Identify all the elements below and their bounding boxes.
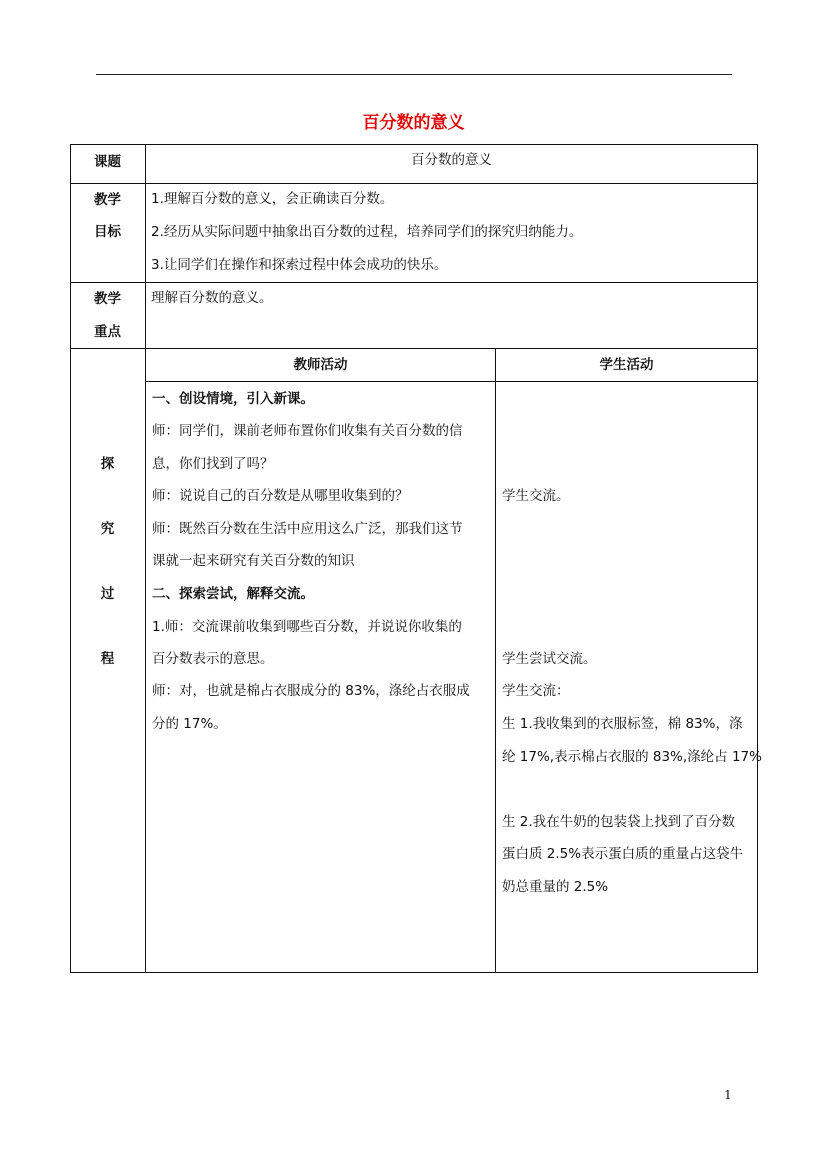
student-line: 学生交流。 [502, 488, 570, 504]
student-line: 生 2.我在牛奶的包装袋上找到了百分数 [502, 814, 736, 830]
process-label: 程 [100, 651, 115, 667]
topic-label: 课题 [94, 154, 121, 170]
process-label: 探 [100, 456, 115, 472]
topic-value: 百分数的意义 [411, 152, 492, 168]
lesson-plan-table [70, 144, 762, 974]
table-border-left [70, 144, 71, 973]
row-divider [145, 381, 758, 382]
focus-label: 重点 [94, 324, 121, 340]
teacher-line: 1.师：交流课前收集到哪些百分数，并说说你收集的 [152, 619, 462, 635]
goals-label: 目标 [94, 224, 121, 240]
row-divider [70, 282, 758, 283]
teacher-line: 百分数表示的意思。 [152, 651, 274, 667]
goal-item: 3.让同学们在操作和探索过程中体会成功的快乐。 [151, 257, 448, 273]
row-divider [70, 348, 758, 349]
table-border-right [757, 144, 758, 973]
process-label: 过 [100, 586, 115, 602]
student-activity-header: 学生活动 [599, 357, 654, 373]
student-line: 奶总重量的 2.5% [502, 879, 609, 895]
table-border-top [70, 144, 758, 145]
teacher-line: 师：既然百分数在生活中应用这么广泛，那我们这节 [152, 521, 463, 537]
teacher-activity-header: 教师活动 [293, 357, 348, 373]
focus-value: 理解百分数的意义。 [151, 290, 273, 306]
document-title: 百分数的意义 [362, 113, 465, 133]
column-divider [495, 348, 496, 973]
student-line: 学生尝试交流。 [502, 651, 597, 667]
goal-item: 2.经历从实际问题中抽象出百分数的过程，培养同学们的探究归纳能力。 [151, 224, 583, 240]
student-line: 蛋白质 2.5%表示蛋白质的重量占这袋牛 [502, 846, 744, 862]
student-line: 学生交流： [502, 683, 570, 699]
student-line: 生 1.我收集到的衣服标签，棉 83%，涤 [502, 716, 743, 732]
process-label: 究 [100, 521, 115, 537]
teacher-line: 师：对，也就是棉占衣服成分的 83%，涤纶占衣服成 [152, 683, 470, 699]
goal-item: 1.理解百分数的意义，会正确读百分数。 [151, 191, 394, 207]
row-divider [70, 183, 758, 184]
student-line: 纶 17%,表示棉占衣服的 83%,涤纶占 17% [502, 749, 762, 765]
teacher-line: 分的 17%。 [152, 716, 227, 732]
table-border-bottom [70, 972, 758, 973]
focus-label: 教学 [94, 291, 121, 307]
teacher-line: 师：同学们，课前老师布置你们收集有关百分数的信 [152, 423, 463, 439]
goals-label: 教学 [94, 192, 121, 208]
teacher-line: 师：说说自己的百分数是从哪里收集到的？ [152, 488, 409, 504]
teacher-line: 息，你们找到了吗？ [152, 456, 274, 472]
teacher-section-heading: 一、创设情境，引入新课。 [152, 391, 314, 407]
column-divider [145, 144, 146, 973]
teacher-section-heading: 二、探索尝试，解释交流。 [152, 586, 314, 602]
page-number: 1 [724, 1088, 732, 1102]
header-rule [96, 74, 732, 75]
teacher-line: 课就一起来研究有关百分数的知识 [152, 553, 355, 569]
